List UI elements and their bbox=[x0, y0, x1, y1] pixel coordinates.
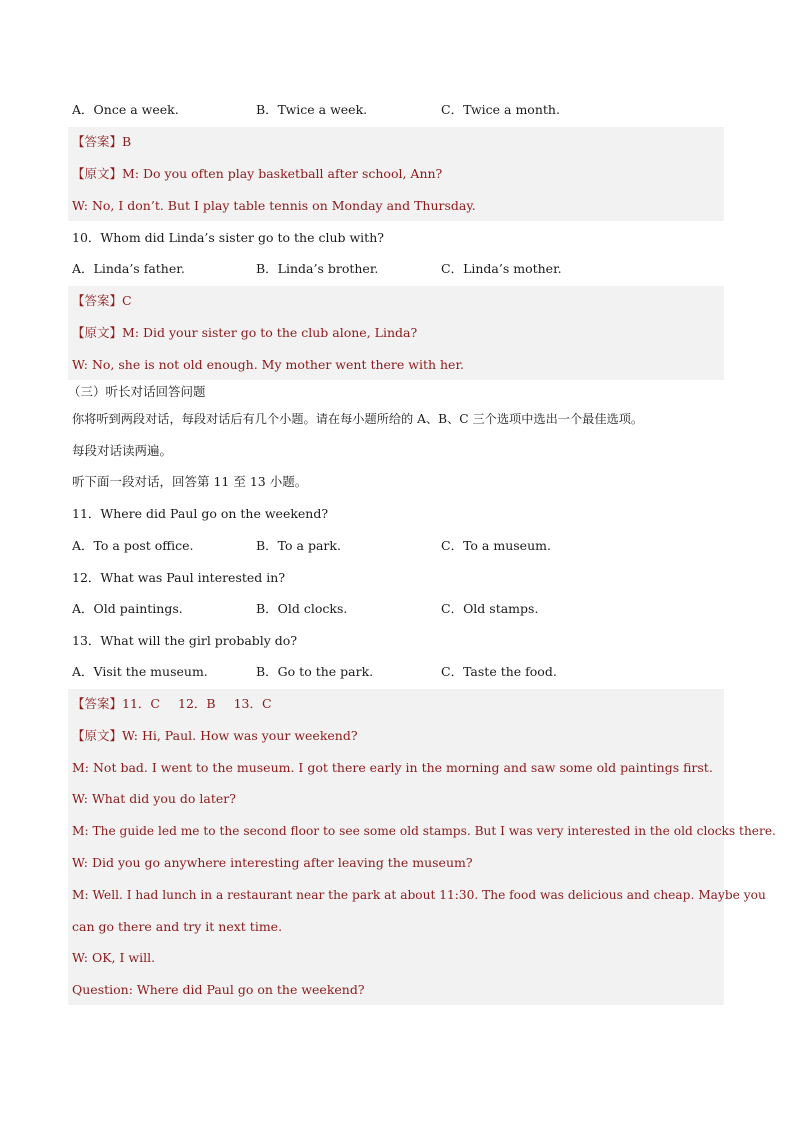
q11-option-b: B．To a park. bbox=[256, 538, 341, 553]
q11-13-script-line-2: M: Not bad. I went to the museum. I got there early in the morning and saw some old paintings first. bbox=[72, 760, 713, 775]
q13-stem: 13．What will the girl probably do? bbox=[72, 633, 298, 648]
answer-tag: 【答案】 bbox=[72, 293, 123, 308]
answer-item-11: 11．C bbox=[122, 696, 160, 711]
q11-13-script-line-6: M: Well. I had lunch in a restaurant near the park at about 11:30. The food was delicious and cheap. Maybe you bbox=[72, 888, 766, 902]
q9-option-c: C．Twice a month. bbox=[441, 102, 560, 117]
q9-script-line-2: W: No, I don’t. But I play table tennis on Monday and Thursday. bbox=[72, 198, 476, 213]
q13-options-row bbox=[68, 657, 724, 687]
q13-option-b: B．Go to the park. bbox=[256, 664, 374, 679]
q9-script-line-1 bbox=[68, 159, 724, 189]
section-instruction-3: 听下面一段对话，回答第 11 至 13 小题。 bbox=[72, 474, 308, 489]
q9-answer-value: B bbox=[122, 134, 132, 149]
q11-options-row bbox=[68, 531, 724, 561]
q11-13-script-line-1 bbox=[68, 721, 724, 751]
q12-option-b: B．Old clocks. bbox=[256, 601, 348, 616]
q11-13-script-line-8: W: OK, I will. bbox=[72, 950, 156, 965]
q13-option-a: A．Visit the museum. bbox=[72, 664, 208, 679]
section-instruction-1: 你将听到两段对话，每段对话后有几个小题。请在每小题所给的 A、B、C 三个选项中选出一个最佳选项。 bbox=[72, 412, 644, 426]
script-tag: 【原文】 bbox=[72, 728, 123, 743]
q9-answer-line bbox=[68, 127, 724, 157]
q10-script-line-1 bbox=[68, 318, 724, 348]
q11-13-answer-line bbox=[68, 689, 724, 719]
q10-script-line-2: W: No, she is not old enough. My mother went there with her. bbox=[72, 357, 465, 372]
q10-stem: 10．Whom did Linda’s sister go to the club with? bbox=[72, 230, 384, 245]
q11-13-script-line-4: M: The guide led me to the second floor to see some old stamps. But I was very interested in the old clocks there. bbox=[72, 824, 776, 838]
q9-option-b: B．Twice a week. bbox=[256, 102, 368, 117]
q11-option-a: A．To a post office. bbox=[72, 538, 194, 553]
answer-item-12: 12．B bbox=[178, 696, 216, 711]
q12-option-c: C．Old stamps. bbox=[441, 601, 539, 616]
q10-answer-value: C bbox=[122, 293, 132, 308]
answer-tag: 【答案】 bbox=[72, 696, 123, 711]
script-tag: 【原文】 bbox=[72, 166, 123, 181]
q12-stem: 12．What was Paul interested in? bbox=[72, 570, 286, 585]
q10-option-c: C．Linda’s mother. bbox=[441, 261, 562, 276]
q11-13-script-line-5: W: Did you go anywhere interesting after leaving the museum? bbox=[72, 855, 473, 870]
q9-option-a: A．Once a week. bbox=[72, 102, 179, 117]
q9-options-row bbox=[68, 95, 724, 125]
section-instruction-2: 每段对话读两遍。 bbox=[72, 443, 173, 458]
q10-answer-line bbox=[68, 286, 724, 316]
q12-option-a: A．Old paintings. bbox=[72, 601, 183, 616]
q12-options-row bbox=[68, 594, 724, 624]
q10-script-text-1: M: Did your sister go to the club alone, Linda? bbox=[122, 325, 418, 340]
answer-item-13: 13．C bbox=[233, 696, 272, 711]
q10-option-b: B．Linda’s brother. bbox=[256, 261, 379, 276]
script-text-1: W: Hi, Paul. How was your weekend? bbox=[122, 728, 358, 743]
q11-13-script-line-3: W: What did you do later? bbox=[72, 791, 236, 806]
q10-option-a: A．Linda’s father. bbox=[72, 261, 185, 276]
q9-script-text-1: M: Do you often play basketball after school, Ann? bbox=[122, 166, 443, 181]
q10-options-row bbox=[68, 254, 724, 284]
answer-tag: 【答案】 bbox=[72, 134, 123, 149]
q11-stem: 11．Where did Paul go on the weekend? bbox=[72, 506, 329, 521]
q11-13-script-line-7: can go there and try it next time. bbox=[72, 919, 283, 934]
script-tag: 【原文】 bbox=[72, 325, 123, 340]
section-heading: （三）听长对话回答问题 bbox=[68, 384, 206, 399]
q13-option-c: C．Taste the food. bbox=[441, 664, 557, 679]
q11-option-c: C．To a museum. bbox=[441, 538, 551, 553]
q11-13-script-line-9: Question: Where did Paul go on the weekend? bbox=[72, 982, 365, 997]
